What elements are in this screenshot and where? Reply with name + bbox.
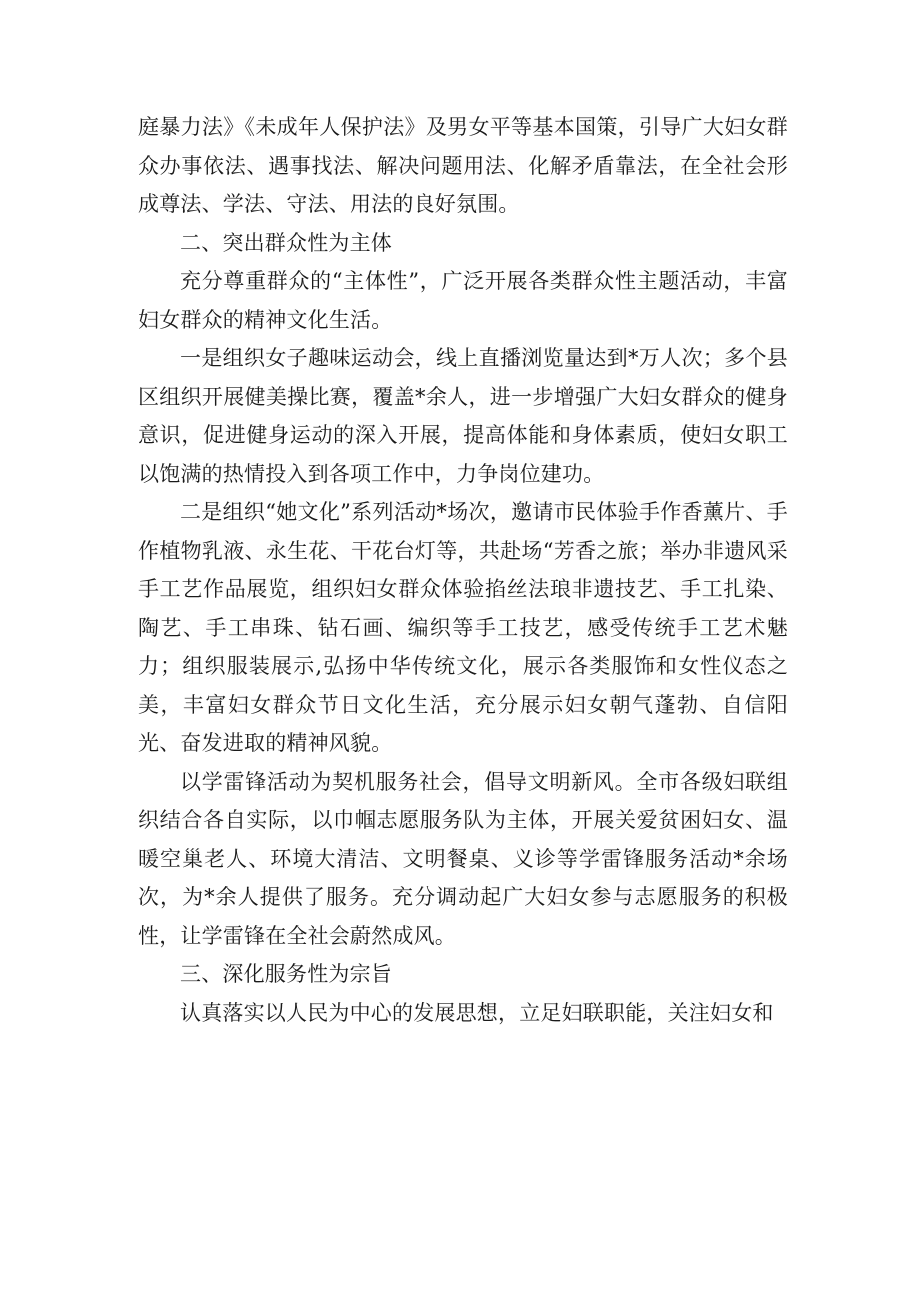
paragraph-item-1: 一是组织女子趣味运动会，线上直播浏览量达到*万人次；多个县区组织开展健美操比赛，覆盖*余人，进一步增强广大妇女群众的健身意识，促进健身运动的深入开展，提高体能和身体素质，使妇女职工以饱满的热情投入到各项工作中，力争岗位建功。 xyxy=(138,346,788,486)
paragraph-item-2: 二是组织“她文化”系列活动*场次，邀请市民体验手作香薰片、手作植物乳液、永生花、干花台灯等，共赴场“芳香之旅；举办非遗风采手工艺作品展览，组织妇女群众体验掐丝法琅非遗技艺、手工扎染、陶艺、手工串珠、钻石画、编织等手工技艺，感受传统手工艺术魅力；组织服装展示,弘扬中华传统文化，展示各类服饰和女性仪态之美，丰富妇女群众节日文化生活，充分展示妇女朝气蓬勃、自信阳光、奋发进取的精神风貌。 xyxy=(138,500,788,755)
section-heading-2: 二、突出群众性为主体 xyxy=(180,230,392,255)
paragraph-intro: 充分尊重群众的“主体性”，广泛开展各类群众性主题活动，丰富妇女群众的精神文化生活。 xyxy=(138,269,788,332)
paragraph-service: 认真落实以人民为中心的发展思想，立足妇联职能，关注妇女和 xyxy=(180,1000,774,1025)
section-heading-3: 三、深化服务性为宗旨 xyxy=(180,962,392,986)
paragraph-lei-feng: 以学雷锋活动为契机服务社会，倡导文明新风。全市各级妇联组织结合各自实际，以巾帼志愿服务队为主体，开展关爱贫困妇女、温暖空巢老人、环境大清洁、文明餐桌、义诊等学雷锋服务活动*余场次，为*余人提供了服务。充分调动起广大妇女参与志愿服务的积极性，让学雷锋在全社会蔚然成风。 xyxy=(138,769,788,948)
document-body xyxy=(138,108,788,1032)
paragraph-continuation: 庭暴力法》《未成年人保护法》及男女平等基本国策，引导广大妇女群众办事依法、遇事找法、解决问题用法、化解矛盾靠法，在全社会形成尊法、学法、守法、用法的良好氛围。 xyxy=(138,115,788,216)
